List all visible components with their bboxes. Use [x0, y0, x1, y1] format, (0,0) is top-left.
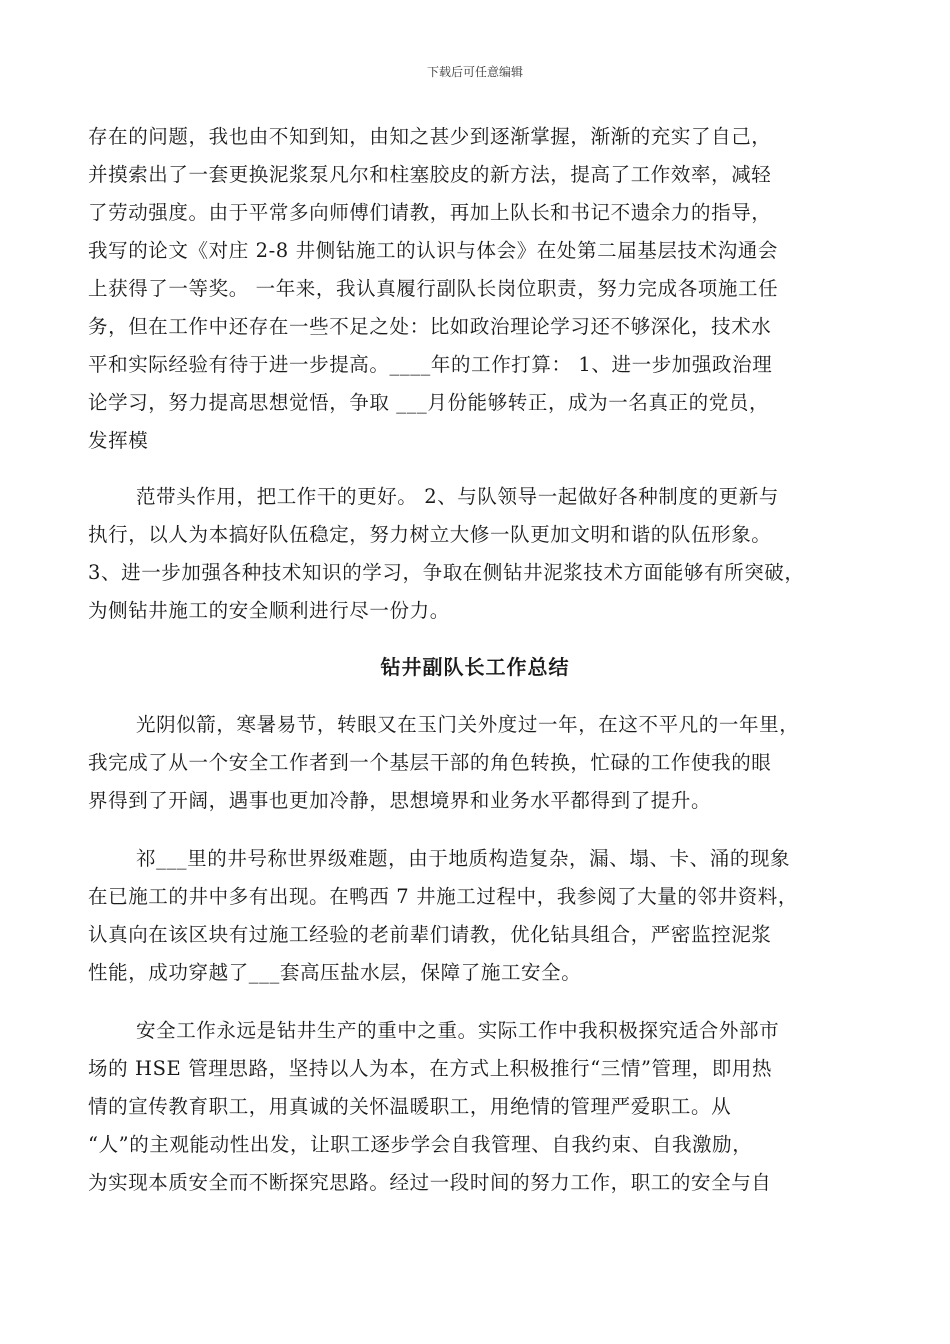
text-line: 论学习，努力提高思想觉悟，争取 ___月份能够转正，成为一名真正的党员，: [88, 391, 770, 414]
text-line: 情的宣传教育职工，用真诚的关怀温暖职工，用绝情的管理严爱职工。从: [88, 1095, 732, 1118]
text-line: 场的 HSE 管理思路，坚持以人为本，在方式上积极推行“三情”管理，即用热: [88, 1057, 773, 1080]
text-line: 平和实际经验有待于进一步提高。____年的工作打算： 1、进一步加强政治理: [88, 353, 773, 376]
text-line: 我完成了从一个安全工作者到一个基层干部的角色转换，忙碌的工作使我的眼: [88, 751, 772, 774]
text-line: 性能，成功穿越了___套高压盐水层，保障了施工安全。: [88, 961, 582, 984]
text-line: 界得到了开阔，遇事也更加冷静，思想境界和业务水平都得到了提升。: [88, 789, 712, 812]
text-line: 为实现本质安全而不断探究思路。经过一段时间的努力工作，职工的安全与自: [88, 1171, 772, 1194]
text-line: 执行，以人为本搞好队伍稳定，努力树立大修一队更加文明和谐的队伍形象。: [88, 523, 772, 546]
text-line: 务，但在工作中还存在一些不足之处：比如政治理论学习还不够深化，技术水: [88, 315, 772, 338]
text-line: 认真向在该区块有过施工经验的老前辈们请教，优化钻具组合，严密监控泥浆: [88, 923, 772, 946]
text-line: 在已施工的井中多有出现。在鸭西 7 井施工过程中，我参阅了大量的邻井资料，: [88, 885, 799, 908]
text-line: 范带头作用，把工作干的更好。 2、与队领导一起做好各种制度的更新与: [136, 485, 779, 508]
text-line: 了劳动强度。由于平常多向师傅们请教，再加上队长和书记不遗余力的指导，: [88, 201, 772, 224]
text-line: 祁___里的井号称世界级难题，由于地质构造复杂，漏、塌、卡、涌的现象: [136, 847, 791, 870]
text-line: “人”的主观能动性出发，让职工逐步学会自我管理、自我约束、自我激励，: [88, 1133, 753, 1156]
text-line: 上获得了一等奖。 一年来，我认真履行副队长岗位职责，努力完成各项施工任: [88, 277, 779, 300]
text-line: 为侧钻井施工的安全顺利进行尽一份力。: [88, 599, 450, 622]
text-line: 3、进一步加强各种技术知识的学习，争取在侧钻井泥浆技术方面能够有所突破，: [88, 561, 805, 584]
text-line: 发挥模: [88, 429, 149, 452]
page-header: 下载后可任意编辑: [426, 65, 523, 79]
text-line: 安全工作永远是钻井生产的重中之重。实际工作中我积极探究适合外部市: [136, 1019, 780, 1042]
text-line: 并摸索出了一套更换泥浆泵凡尔和柱塞胶皮的新方法，提高了工作效率，减轻: [88, 163, 772, 186]
text-line: 存在的问题，我也由不知到知，由知之甚少到逐渐掌握，渐渐的充实了自己，: [88, 125, 772, 148]
text-line: 我写的论文《对庄 2-8 井侧钻施工的认识与体会》在处第二届基层技术沟通会: [88, 239, 778, 262]
text-line: 光阴似箭，寒暑易节，转眼又在玉门关外度过一年，在这不平凡的一年里，: [136, 713, 800, 736]
document-title: 钻井副队长工作总结: [380, 655, 570, 679]
